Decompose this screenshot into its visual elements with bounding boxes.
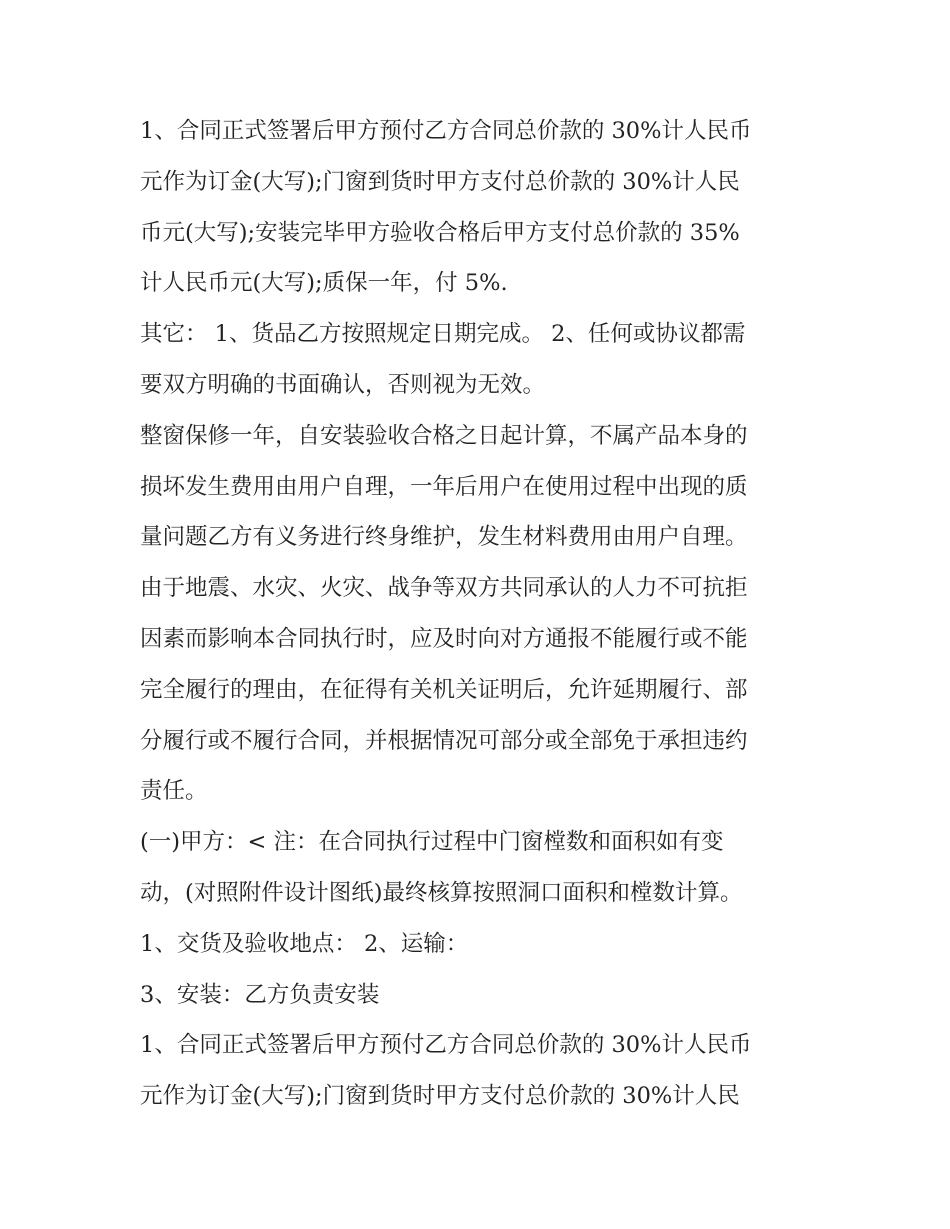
text-line: 动，(对照附件设计图纸)最终核算按照洞口面积和樘数计算。 (140, 879, 743, 906)
text-line: 币元(大写);安装完毕甲方验收合格后甲方支付总价款的 35% (140, 219, 740, 246)
text-line: 计人民币元(大写);质保一年，付 5%. (140, 270, 508, 297)
text-line: 完全履行的理由，在征得有关机关证明后，允许延期履行、部 (140, 676, 748, 703)
text-line: 元作为订金(大写);门窗到货时甲方支付总价款的 30%计人民 (140, 168, 740, 195)
text-line: 要双方明确的书面确认，否则视为无效。 (140, 371, 546, 398)
document-body (140, 106, 816, 1122)
text-line: 其它： 1、货品乙方按照规定日期完成。 2、任何或协议都需 (140, 321, 746, 348)
text-line: 3、安装：乙方负责安装 (140, 981, 380, 1008)
text-line: 1、合同正式签署后甲方预付乙方合同总价款的 30%计人民币 (140, 1032, 752, 1059)
text-line: 分履行或不履行合同，并根据情况可部分或全部免于承担违约 (140, 727, 748, 754)
text-line: 1、合同正式签署后甲方预付乙方合同总价款的 30%计人民币 (140, 118, 752, 144)
text-line: 由于地震、水灾、火灾、战争等双方共同承认的人力不可抗拒 (140, 575, 748, 602)
text-line: 损坏发生费用由用户自理，一年后用户在使用过程中出现的质 (140, 473, 748, 500)
text-line: 整窗保修一年，自安装验收合格之日起计算，不属产品本身的 (140, 422, 748, 449)
text-line: 元作为订金(大写);门窗到货时甲方支付总价款的 30%计人民 (140, 1083, 740, 1110)
text-line: (一)甲方：< 注：在合同执行过程中门窗樘数和面积如有变 (140, 829, 724, 856)
text-line: 责任。 (140, 778, 208, 805)
text-line: 因素而影响本合同执行时，应及时向对方通报不能履行或不能 (140, 625, 748, 652)
text-line: 量问题乙方有义务进行终身维护，发生材料费用由用户自理。 (140, 524, 748, 551)
text-line: 1、交货及验收地点： 2、运输： (140, 930, 469, 957)
